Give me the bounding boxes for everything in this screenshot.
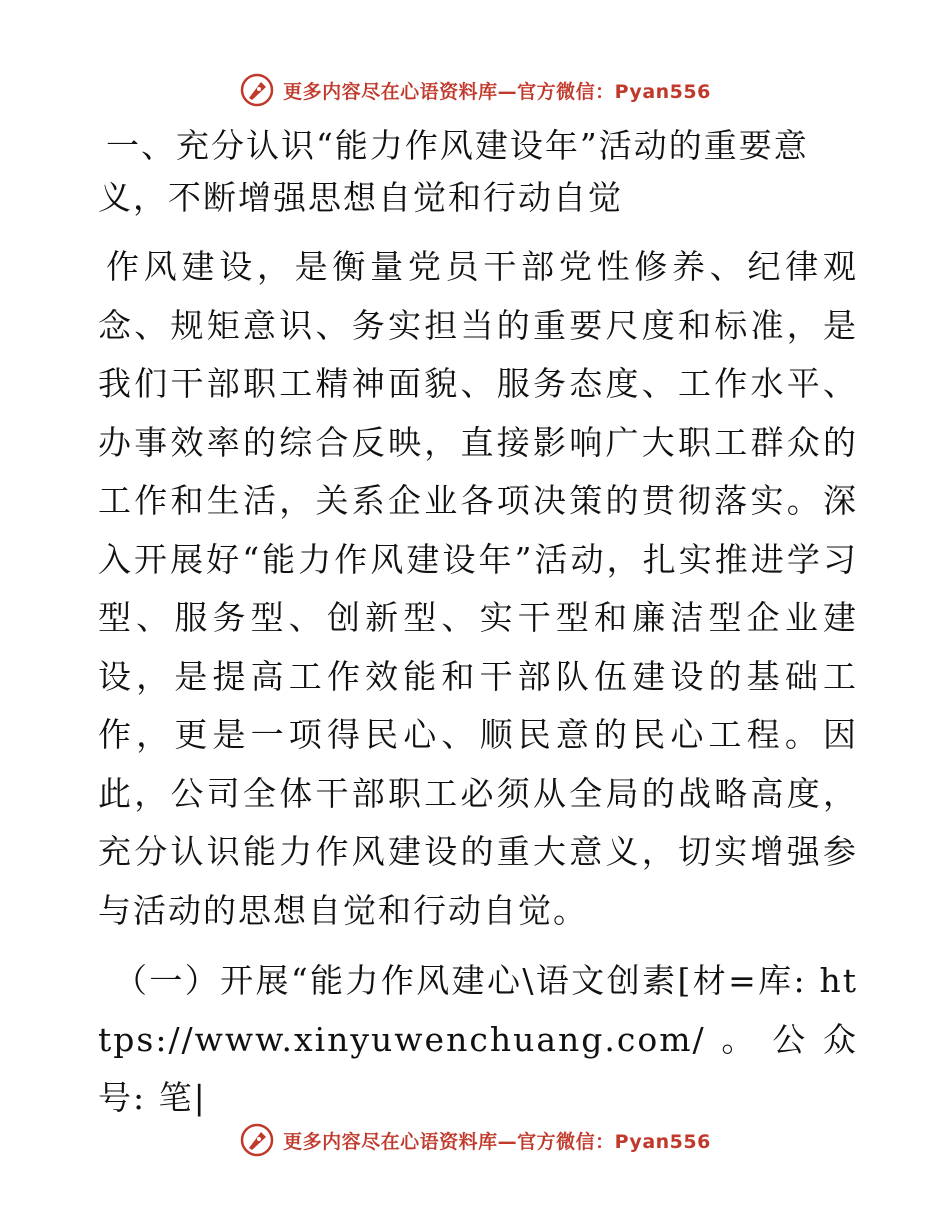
pen-nib-logo-icon bbox=[239, 72, 275, 108]
document-body bbox=[98, 120, 858, 1140]
footer-banner bbox=[0, 1120, 950, 1160]
body-paragraph: （一）开展“能力作风建心\语文创素[材=库: https://www.xinyuwenchuang.com/。公众号: 笔| bbox=[98, 961, 858, 1117]
header-banner-text: 更多内容尽在心语资料库—官方微信：Pyan556 bbox=[283, 80, 711, 103]
pen-nib-logo-icon bbox=[239, 1122, 275, 1158]
header-banner bbox=[0, 70, 950, 110]
body-paragraph: 作风建设，是衡量党员干部党性修养、纪律观念、规矩意识、务实担当的重要尺度和标准，是我们干部职工精神面貌、服务态度、工作水平、办事效率的综合反映，直接影响广大职工群众的工作和生活，关系企业各项决策的贯彻落实。深入开展好“能力作风建设年”活动，扎实推进学习型、服务型、创新型、实干型和廉洁型企业建设，是提高工作效能和干部队伍建设的基础工作，更是一项得民心、顺民意的民心工程。因此，公司全体干部职工必须从全局的战略高度，充分认识能力作风建设的重大意义，切实增强参与活动的思想自觉和行动自觉。 bbox=[98, 247, 858, 930]
section-heading: 一、充分认识“能力作风建设年”活动的重要意义，不断增强思想自觉和行动自觉 bbox=[98, 126, 809, 217]
footer-banner-text: 更多内容尽在心语资料库—官方微信：Pyan556 bbox=[283, 1130, 711, 1153]
